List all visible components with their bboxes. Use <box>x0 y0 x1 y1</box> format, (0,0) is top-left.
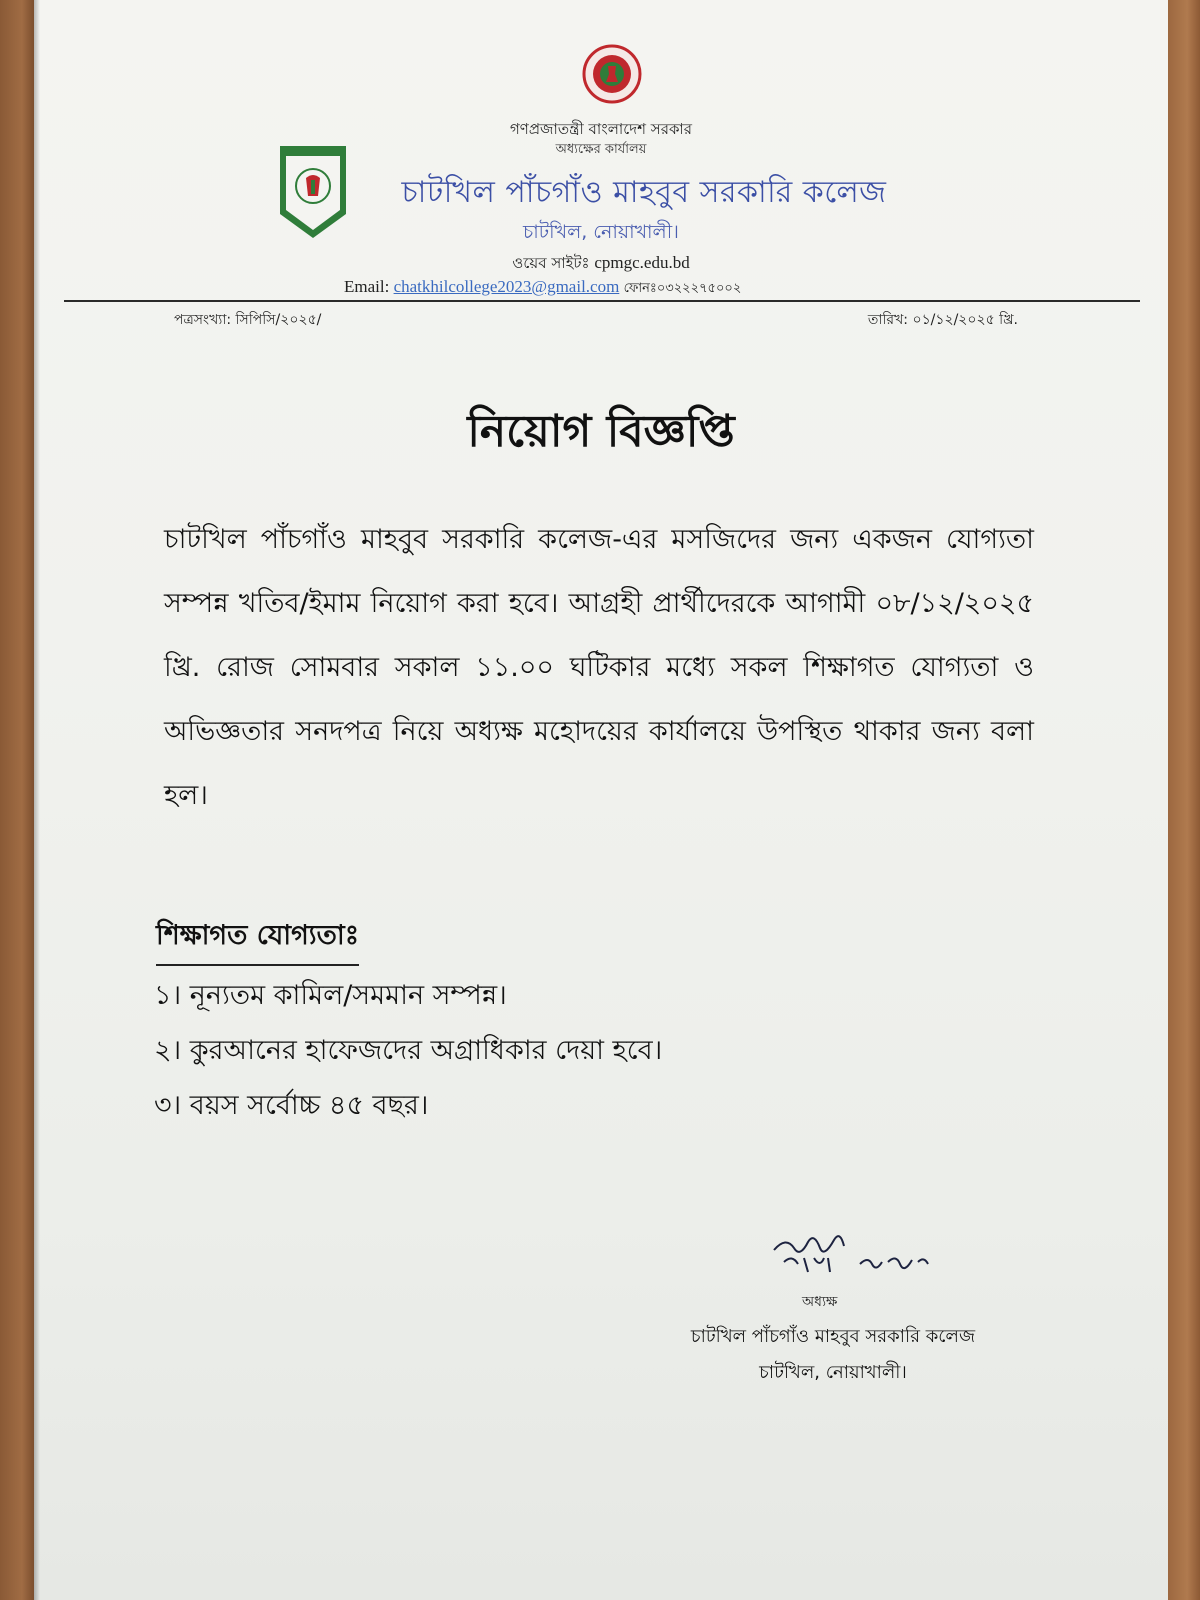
desk-surface <box>1168 0 1200 1600</box>
memo-date: তারিখ: ০১/১২/২০২৫ খ্রি. <box>867 312 1018 328</box>
college-place: চাটখিল, নোয়াখালী। <box>523 221 679 243</box>
qualification-item: ২। কুরআনের হাফেজদের অগ্রাধিকার দেয়া হবে। <box>154 1035 663 1066</box>
handwritten-signature <box>764 1228 954 1298</box>
memo-number: পত্রসংখ্যা: সিপিসি/২০২৫/ <box>174 312 322 328</box>
phone-value: ০৩২২২৭৫০০২ <box>656 281 742 296</box>
signatory-college: চাটখিল পাঁচগাঁও মাহবুব সরকারি কলেজ <box>690 1326 976 1347</box>
government-emblem-icon <box>582 44 642 104</box>
office-line: অধ্যক্ষের কার্যালয় <box>555 142 647 157</box>
email-label: Email: <box>344 277 390 296</box>
notice-body: চাটখিল পাঁচগাঁও মাহবুব সরকারি কলেজ-এর মসজিদের জন্য একজন যোগ্যতা সম্পন্ন খতিব/ইমাম নিয়োগ করা হবে। আগ্রহী প্রার্থীদেরকে আগামী ০৮/১২/২০২৫ খ্রি. রোজ সোমবার সকাল ১১.০০ ঘটিকার মধ্যে সকল শিক্ষাগত যোগ্যতা ও অভিজ্ঞতার সনদপত্র নিয়ে অধ্যক্ষ মহোদয়ের কার্যালয়ে উপস্থিত থাকার জন্য বলা হল। <box>164 524 1034 811</box>
government-line: গণপ্রজাতন্ত্রী বাংলাদেশ সরকার <box>509 120 693 138</box>
header-divider <box>64 300 1140 302</box>
notice-document <box>34 0 1168 1600</box>
phone-label: ফোনঃ <box>623 281 657 296</box>
notice-title: নিয়োগ বিজ্ঞপ্তি <box>467 406 735 457</box>
website-line <box>34 252 1168 277</box>
website-label: ওয়েব সাইটঃ <box>512 254 590 272</box>
qualification-item: ৩। বয়স সর্বোচ্চ ৪৫ বছর। <box>154 1090 429 1121</box>
contact-line <box>344 277 741 300</box>
signatory-place: চাটখিল, নোয়াখালী। <box>759 1362 907 1383</box>
qualification-item: ১। নূন্যতম কামিল/সমমান সম্পন্ন। <box>154 980 507 1011</box>
page-edge-shadow <box>34 0 40 1600</box>
qualifications-heading: শিক্ষাগত যোগ্যতাঃ <box>156 915 359 966</box>
college-name: চাটখিল পাঁচগাঁও মাহবুব সরকারি কলেজ <box>401 175 887 210</box>
email-link[interactable]: chatkhilcollege2023@gmail.com <box>393 277 620 296</box>
website-value: cpmgc.edu.bd <box>594 253 690 272</box>
signatory-title: অধ্যক্ষ <box>802 1294 838 1310</box>
